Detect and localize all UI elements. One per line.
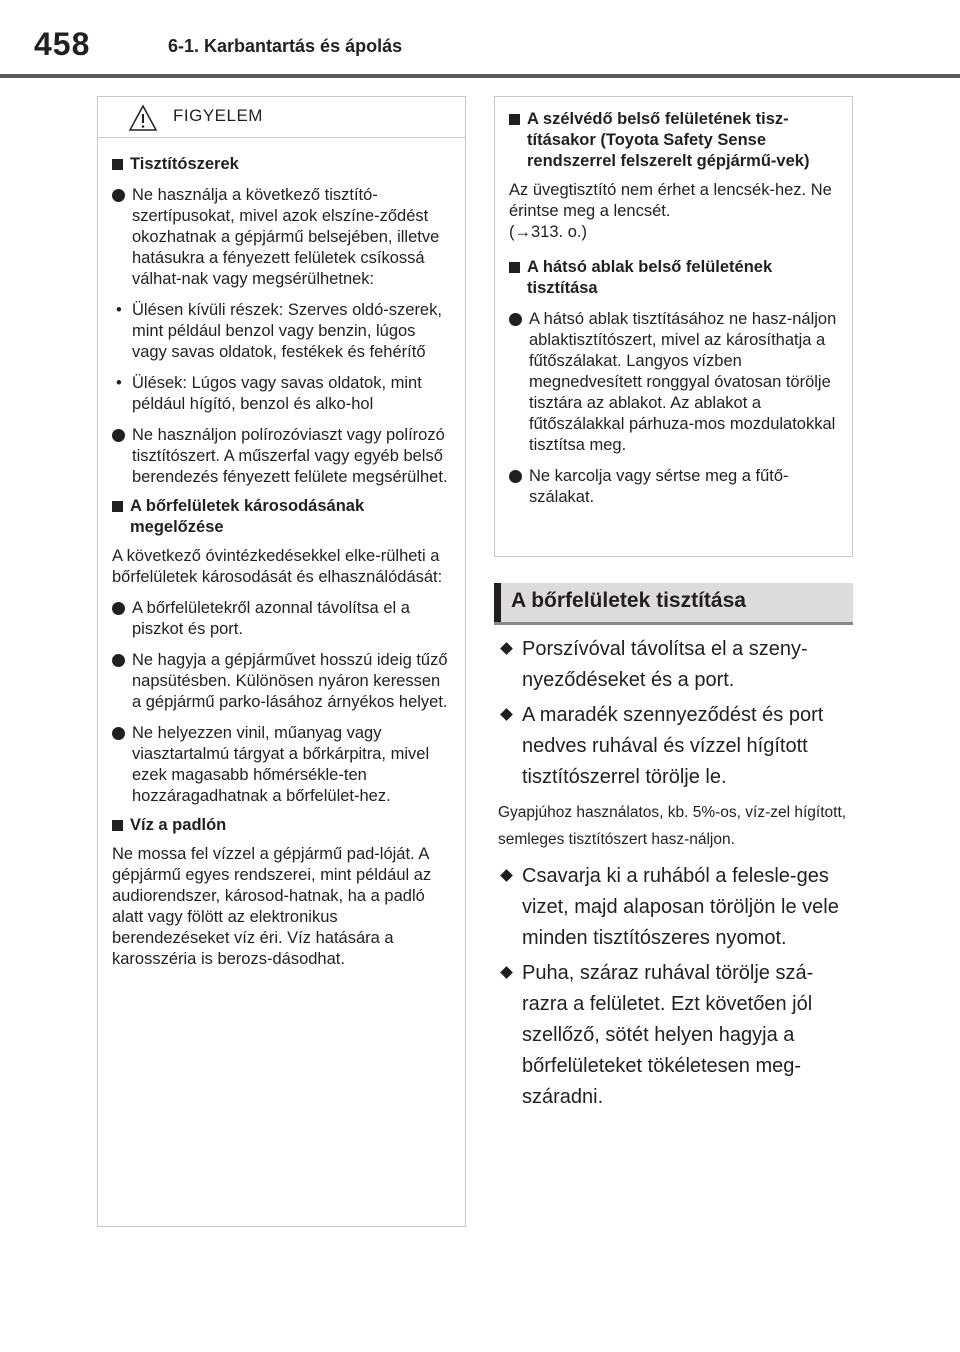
warning-text: A következő óvintézkedésekkel elke-rülheti a bőrfelületek károsodását és elhasználódását:: [112, 547, 443, 586]
ref-arrow-icon: →: [514, 223, 531, 241]
instruction-note: Gyapjúhoz használatos, kb. 5%-os, víz-zel hígított, semleges tisztítószert hasz-náljon.: [498, 804, 847, 848]
info-box: [494, 96, 853, 557]
small-bullet-icon: •: [116, 301, 122, 319]
diamond-bullet-icon: [500, 708, 513, 721]
page-header: [0, 0, 960, 80]
warning-triangle-icon: [128, 104, 158, 132]
rear-window-bullet-text: A hátsó ablak tisztításához ne hasz-náljon ablaktisztítószert, mivel az károsíthatja a fűtőszálakat. Langyos vízben megnedvesített ronggyal óvatosan törölje tisztára az ablakot. Az ablakot a fűtőszálakkal párhuza-mos mozdulatokkal tisztítsa meg.: [529, 310, 837, 454]
windshield-text: [509, 180, 840, 243]
warning-subhead: [112, 154, 453, 175]
warning-paragraph: [112, 546, 453, 588]
rear-window-bullet: [509, 466, 840, 508]
bullet-dot-icon: [509, 470, 522, 483]
warning-bullet: [112, 598, 453, 640]
warning-header: [98, 97, 465, 138]
rear-window-subhead-text: A hátsó ablak belső felületének tisztítása: [527, 258, 773, 297]
warning-box: [97, 96, 466, 1227]
instruction-item: [498, 861, 853, 954]
windshield-subhead: [509, 109, 840, 172]
ref-open: (: [509, 223, 515, 241]
instruction-item: [498, 634, 853, 696]
warning-subhead: [112, 815, 453, 836]
instruction-text: Csavarja ki a ruhából a felesle-ges vizet, majd alaposan töröljön le vele minden tisztítószeres nyomot.: [522, 865, 839, 949]
warning-text: Ne használja a következő tisztító-szertípusokat, mivel azok elszíne-ződést okozhatnak a gépjármű belsejében, illetve hatásukra a fényezett felületek csíkossá válhat-nak vagy megsérülhetnek:: [132, 186, 440, 288]
square-bullet-icon: [112, 820, 123, 831]
instruction-text: Porszívóval távolítsa el a szeny-nyeződéseket és a port.: [522, 638, 808, 691]
bullet-dot-icon: [112, 189, 125, 202]
rear-window-bullet-text: Ne karcolja vagy sértse meg a fűtő-szálakat.: [529, 467, 789, 506]
square-bullet-icon: [509, 114, 520, 125]
warning-label: FIGYELEM: [173, 106, 263, 125]
instruction-text: Puha, száraz ruhával törölje szá-razra a felületet. Ezt követően jól szellőző, sötét helyen hagyja a bőrfelületeket tökéletesen meg-száradni.: [522, 962, 814, 1108]
bullet-dot-icon: [112, 727, 125, 740]
warning-text: Ülések: Lúgos vagy savas oldatok, mint például hígító, benzol és alko-hol: [132, 374, 422, 413]
warning-text: Ne helyezzen vinil, műanyag vagy viasztartalmú tárgyat a bőrkárpitra, mivel ezek magasabb hőmérsékle-ten hozzáragadhatnak a bőrfelület-hez.: [132, 724, 430, 805]
warning-text: Víz a padlón: [130, 816, 227, 834]
leather-instructions: [498, 634, 853, 1117]
bullet-dot-icon: [112, 654, 125, 667]
warning-paragraph: [112, 844, 453, 970]
rear-window-bullet: [509, 309, 840, 456]
page-reference-link[interactable]: 313. o.): [531, 223, 587, 241]
instruction-text: A maradék szennyeződést és port nedves ruhával és vízzel hígított tisztítószerrel törölje le.: [522, 704, 824, 788]
bullet-dot-icon: [509, 313, 522, 326]
section-heading: [494, 583, 853, 625]
section-heading-text: A bőrfelületek tisztítása: [511, 589, 746, 612]
square-bullet-icon: [112, 159, 123, 170]
page-number: 458: [34, 26, 91, 62]
warning-bullet: [112, 650, 453, 713]
instruction-item: [498, 700, 853, 793]
warning-text: A bőrfelületekről azonnal távolítsa el a piszkot és port.: [132, 599, 410, 638]
header-rule: [0, 74, 960, 78]
warning-bullet: [112, 723, 453, 807]
warning-bullet: [112, 185, 453, 290]
warning-sub-bullet: [112, 300, 453, 363]
warning-text: Ne használjon polírozóviaszt vagy polírozó tisztítószert. A műszerfal vagy egyéb belső berendezés fényezett felülete megsérülhet.: [132, 426, 448, 486]
windshield-subhead-text: A szélvédő belső felületének tisz-tításakor (Toyota Safety Sense rendszerrel felszerelt gépjármű-vek): [527, 110, 810, 170]
warning-text: Tisztítószerek: [130, 155, 239, 173]
info-content: [495, 97, 852, 508]
warning-text: A bőrfelületek károsodásának megelőzése: [130, 497, 365, 536]
section-title: 6-1. Karbantartás és ápolás: [168, 36, 403, 56]
warning-sub-bullet: [112, 373, 453, 415]
warning-bullet: [112, 425, 453, 488]
diamond-bullet-icon: [500, 642, 513, 655]
diamond-bullet-icon: [500, 869, 513, 882]
instruction-item: [498, 958, 853, 1113]
square-bullet-icon: [509, 262, 520, 273]
heading-bar: [494, 583, 501, 622]
windshield-text-body: Az üvegtisztító nem érhet a lencsék-hez. Ne érintse meg a lencsét.: [509, 181, 832, 220]
bullet-dot-icon: [112, 429, 125, 442]
warning-content: [98, 138, 465, 970]
small-bullet-icon: •: [116, 374, 122, 392]
warning-subhead: [112, 496, 453, 538]
square-bullet-icon: [112, 501, 123, 512]
warning-text: Ülésen kívüli részek: Szerves oldó-szerek, mint például benzol vagy benzin, lúgos vagy savas oldatok, festékek és fehérítő: [132, 301, 442, 361]
bullet-dot-icon: [112, 602, 125, 615]
rear-window-subhead: [509, 257, 840, 299]
diamond-bullet-icon: [500, 966, 513, 979]
warning-text: Ne hagyja a gépjárművet hosszú ideig tűző napsütésben. Különösen nyáron keressen a gépjármű parko-lásához árnyékos helyet.: [132, 651, 448, 711]
warning-text: Ne mossa fel vízzel a gépjármű pad-lóját. A gépjármű egyes rendszerei, mint például az audiorendszer, károsod-hatnak, ha a padló alatt vagy fölött az elektronikus berendezéseket víz éri. Víz hatására a karosszéria is berozs-dásodhat.: [112, 845, 432, 968]
